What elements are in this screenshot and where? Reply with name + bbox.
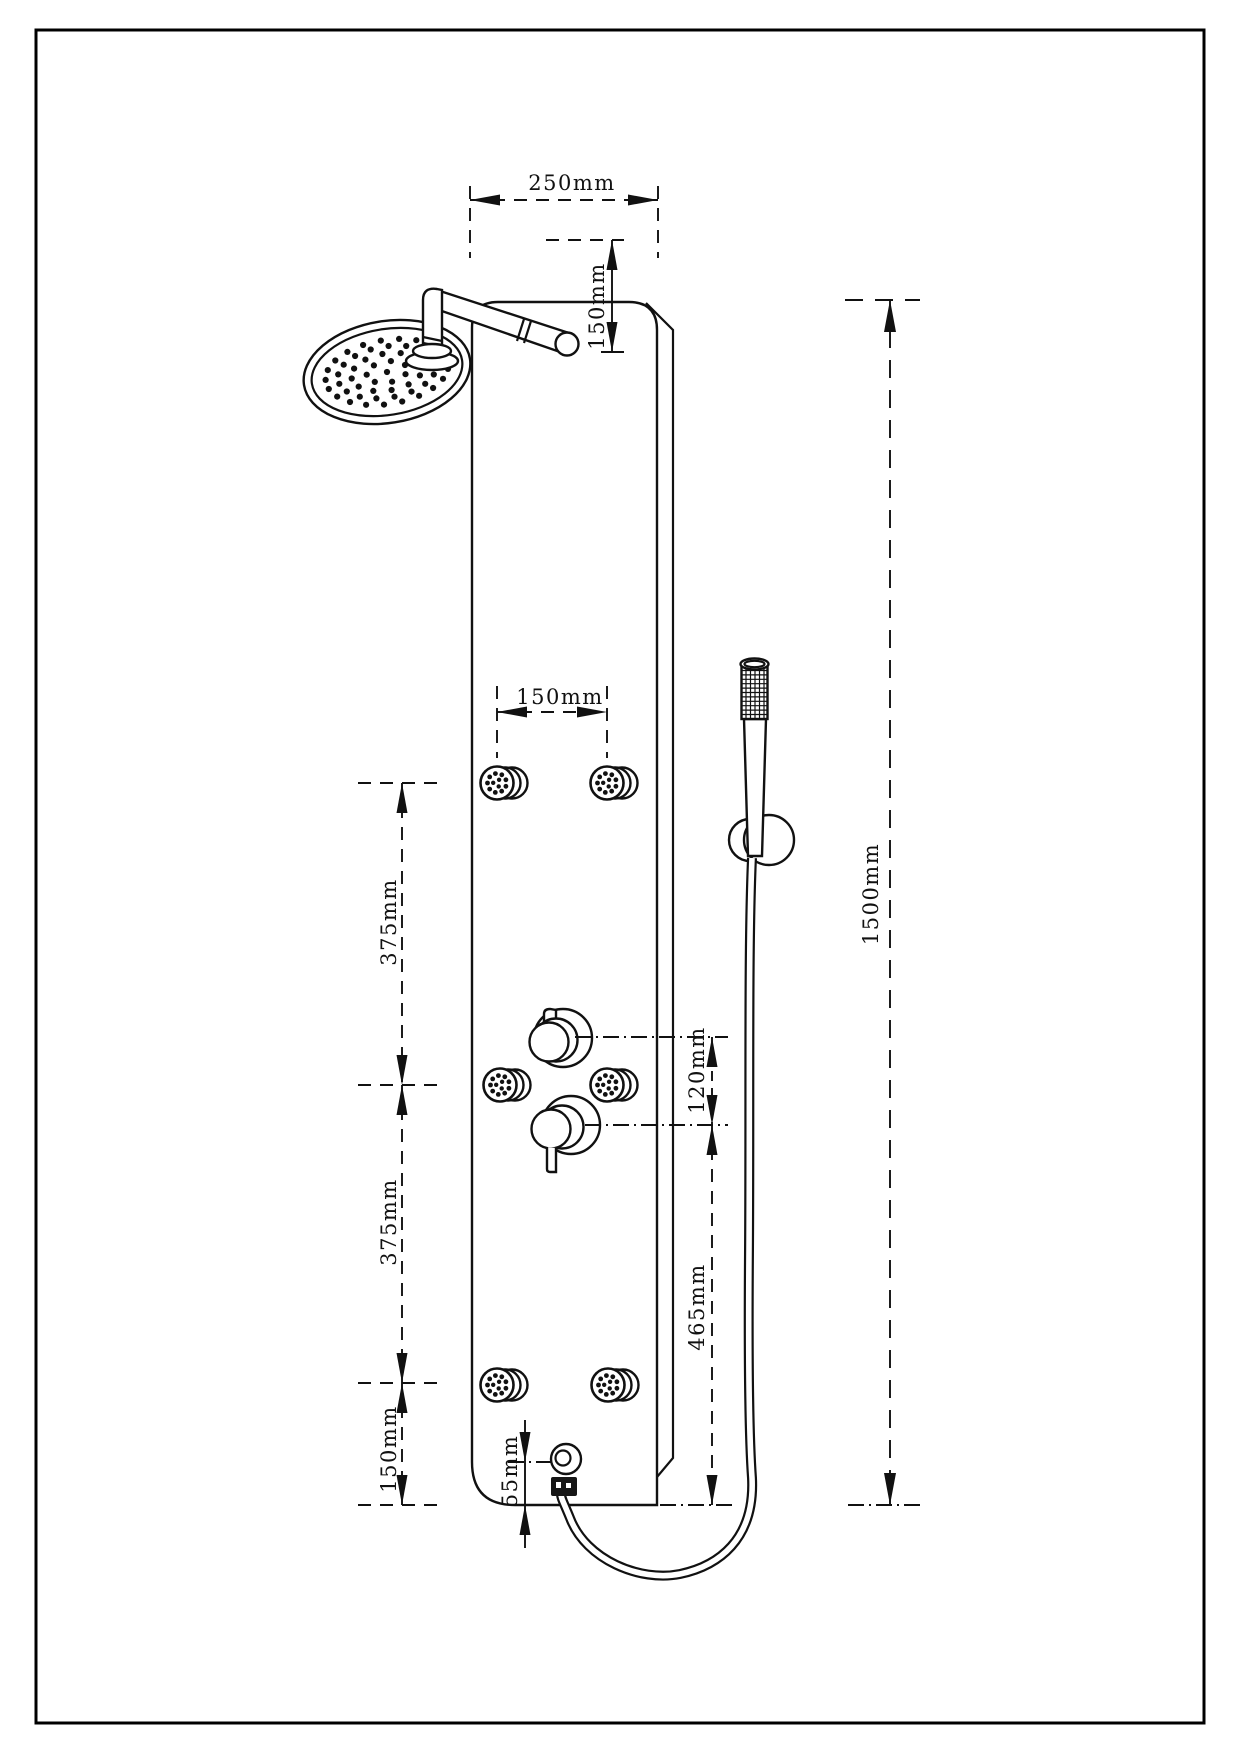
outlet-nut [551, 1477, 577, 1496]
nut-highlight [566, 1483, 571, 1488]
dim-label-upper-375: 375mm [377, 878, 401, 966]
head-flange-upper [413, 344, 451, 358]
dim-label-lower-375: 375mm [377, 1178, 401, 1266]
nut-highlight [556, 1482, 561, 1488]
dim-base-465 [660, 1125, 734, 1505]
body-jet [481, 1369, 528, 1402]
dim-upper-375 [358, 783, 446, 1085]
arm-wall-cap [556, 333, 579, 356]
knob-stem [547, 1147, 556, 1172]
dim-bottom-150 [358, 1383, 446, 1505]
dim-lower-375 [358, 1085, 446, 1383]
body-jet [591, 1069, 638, 1102]
body-jet [592, 1369, 639, 1402]
body-jet [484, 1069, 531, 1102]
dim-label-total-1500: 1500mm [859, 842, 883, 946]
dim-label-bottom-150: 150mm [377, 1405, 401, 1493]
panel-front-face [472, 302, 657, 1505]
dim-label-head-drop: 150mm [585, 262, 609, 350]
water-outlet [551, 1444, 581, 1496]
knob-handle [532, 1110, 571, 1149]
body-jet [591, 767, 638, 800]
body-jet [481, 767, 528, 800]
dim-panel-width [470, 171, 658, 258]
dim-label-outlet-55: 55mm [498, 1434, 522, 1508]
panel-body [472, 302, 673, 1505]
dim-label-base-465: 465mm [685, 1263, 709, 1351]
hand-shower [729, 659, 794, 866]
dim-label-valve-120: 120mm [685, 1026, 709, 1114]
dim-label-panel-width: 250mm [528, 171, 616, 195]
dim-label-jet-spacing: 150mm [516, 685, 604, 709]
knob-handle [530, 1023, 569, 1062]
hand-shower-handle [744, 719, 766, 856]
dim-total-1500 [845, 300, 922, 1505]
